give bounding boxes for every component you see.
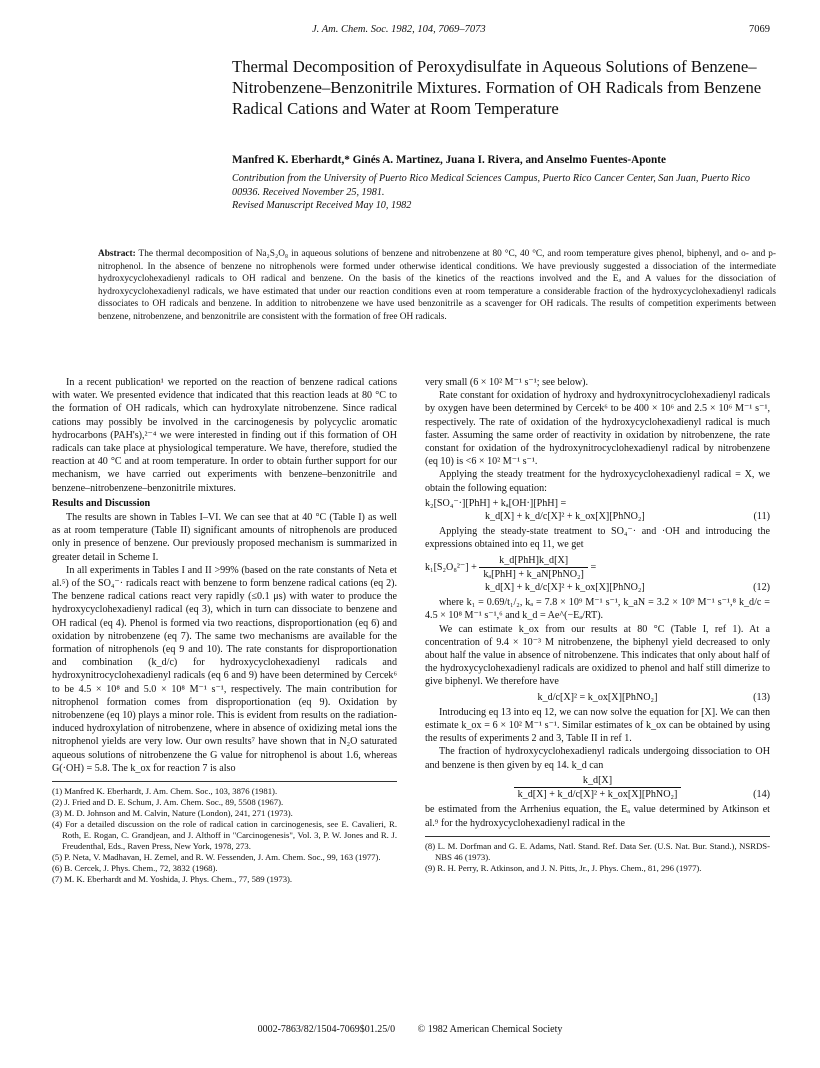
paragraph-continued: very small (6 × 10² M⁻¹ s⁻¹; see below). [425, 377, 589, 388]
article-title: Thermal Decomposition of Peroxydisulfate in Aqueous Solutions of Benzene–Nitrobenzene–Benzonitrile Mixtures. Formation of OH Radicals from Benzene Radical Cations and Water at Room Temperature [232, 57, 762, 118]
equation-11 [425, 497, 770, 523]
page-footer [0, 1024, 820, 1035]
equation-11-line2: k_d[X] + k_d/c[X]² + k_ox[X][PhNO₂] [485, 511, 645, 523]
right-references [425, 841, 770, 874]
footer-copyright: © 1982 American Chemical Society [417, 1024, 563, 1035]
equation-14-fraction [514, 774, 682, 801]
equation-13-number: (13) [753, 691, 770, 703]
equation-14-denominator: k_d[X] + k_d/c[X]² + k_ox[X][PhNO₂] [517, 789, 678, 801]
equation-12-equals: = [590, 561, 597, 573]
paragraph-constants: where k₁ = 0.69/t₁/₂, kₐ = 7.8 × 10⁹ M⁻¹ s⁻¹, k_aN = 3.2 × 10⁹ M⁻¹ s⁻¹,⁸ k_d/c = 4.5 × 10⁸ M⁻¹ s⁻¹,⁶ and k_d = Ae^(−Eₐ/RT). [425, 597, 770, 622]
footnote-divider [52, 781, 397, 782]
affiliation [232, 172, 777, 213]
reference-item: (4) For a detailed discussion on the role of radical cation in carcinogenesis, see E. Cavalieri, R. Roth, E. Rogan, C. Grandjean, and J. Althoff in "Carcinogenesis", Vol. 3, P. W. Jones and R. J. Freudenthal, Eds., Raven Press, New York, 1978, 273. [52, 819, 397, 852]
paragraph-results: The results are shown in Tables I–VI. We can see that at 40 °C (Table I) as well as at room temperature (Table II) significant amounts of nitrophenols are produced only in presence of benzene. Our previously proposed mechanism is summarized in greater detail in Scheme I. [52, 512, 397, 563]
equation-14-numerator: k_d[X] [514, 774, 682, 788]
paragraph-kox-estimate: We can estimate k_ox from our results at 80 °C (Table I, ref 1). At a concentration of 9.4 × 10⁻³ M nitrobenzene, the biphenyl yield decreased to only about half the value in absence of nitrobenzene. This indicates that only about half of the hydroxycyclohexadienyl radicals are oxidized to phenol and half still dimerize to give biphenyl. We therefore have [425, 623, 770, 688]
equation-12-number: (12) [753, 582, 770, 594]
abstract-text: The thermal decomposition of Na₂S₂O₈ in aqueous solutions of benzene and nitrobenzene at 80 °C, 40 °C, and room temperature gives phenol, biphenyl, and o- and p-nitrophenol. In the absence of benzene no nitrophenols were formed under otherwise identical conditions. We have previously suggested a dissociation of the intermediate hydroxycyclohexadienyl radicals to OH radical and benzene. On the basis of the kinetics of the reactions involved and the Eₐ and A values for the dissociation of hydroxycyclohexadienyl radicals, we have estimated that under our reaction conditions even at room temperature a considerable fraction of the hydroxycyclohexadienyl radicals dissociates to OH radicals and benzene. In addition to nitrobenzene we have used benzonitrile as a scavenger for OH radicals. The results of competition experiments between benzene, nitrobenzene, and benzonitrile are consistent with the formation of free OH radicals. [98, 249, 777, 322]
equation-11-number: (11) [753, 511, 770, 523]
revised-date: Revised Manuscript Received May 10, 1982 [232, 200, 412, 211]
reference-item: (1) Manfred K. Eberhardt, J. Am. Chem. Soc., 103, 3876 (1981). [52, 786, 278, 797]
paragraph-oxygen-rates: Rate constant for oxidation of hydroxy and hydroxynitrocyclohexadienyl radicals by oxygen have been determined by Cercek⁶ to be 400 × 10⁶ and 2.5 × 10⁶ M⁻¹ s⁻¹, respectively. The rate of oxidation of the hydroxycyclohexadienyl radical is much faster. Assuming the same order of reactivity in oxidation by nitrobenzene, the rate constant for oxidation of the hydroxynitrocyclohexadienyl radical by nitrobenzene (eq 10) is <6 × 10² M⁻¹ s⁻¹. [425, 390, 770, 468]
equation-12 [425, 554, 770, 595]
footnote-divider [425, 836, 770, 837]
paragraph-solve: Introducing eq 13 into eq 12, we can now solve the equation for [X]. We can then estimate k_ox = 6 × 10² M⁻¹ s⁻¹. Similar estimates of k_ox can be obtained by using the results of experiments 2 and 3, Table II in ref 1. [425, 706, 770, 745]
abstract-label: Abstract: [98, 249, 136, 259]
journal-citation: J. Am. Chem. Soc. 1982, 104, 7069–7073 [312, 24, 486, 35]
affiliation-text: Contribution from the University of Puerto Rico Medical Sciences Campus, Puerto Rico Cancer Center, San Juan, Puerto Rico 00936. Received November 25, 1981. [232, 173, 750, 198]
equation-13-body: k_d/c[X]² = k_ox[X][PhNO₂] [537, 691, 658, 703]
section-heading: Results and Discussion [52, 497, 151, 509]
equation-14-number: (14) [753, 789, 770, 801]
equation-12-line2: k_d[X] + k_d/c[X]² + k_ox[X][PhNO₂] [485, 582, 645, 594]
reference-item: (5) P. Neta, V. Madhavan, H. Zemel, and R. W. Fessenden, J. Am. Chem. Soc., 99, 163 (1977). [52, 852, 381, 863]
equation-11-line1: k₂[SO₄⁻·][PhH] + kₐ[OH·][PhH] = [425, 497, 567, 509]
paragraph-mechanism: In all experiments in Tables I and II >99% (based on the rate constants of Neta et al.⁵) of the SO₄⁻· radicals react with benzene to form benzene radical cations (eq 2). The benzene radical cations react very rapidly (≤0.1 μs) with water to produce the hydroxycyclohexadienyl radical (eq 3), which in turn can dissociate to benzene and OH radical (eq 4). Phenol is formed via two reactions, disproportionation (eq 6) and oxidation by nitrobenzene (eq 7). The same two mechanisms are available for the formation of nitrophenols (eq 9 and 10). The rate constants for disproportionation and combination (k_d/c) for hydroxycyclohexadienyl radicals and hydroxynitrocyclohexadienyl radicals (eq 6 and 9) have been determined by Cercek⁶ to be 4.5 × 10⁸ and 5.0 × 10⁸ M⁻¹ s⁻¹, respectively. The main contribution for nitrophenol formation comes from disproportionation (eq 9). Oxidation by nitrobenzene (eq 10) plays a minor role. This is evident from results on the radiation-induced hydroxylation of nitrobenzene, where in absence of oxidizing metal ions the nitrophenol yields are very low. Our own results⁷ have shown that in N₂O saturated aqueous solutions of nitrobenzene the G value for nitrophenol is about 1.6, whereas G(·OH) = 5.8. The k_ox for reaction 7 is also [52, 564, 397, 774]
reference-item: (8) L. M. Dorfman and G. E. Adams, Natl. Stand. Ref. Data Ser. (U.S. Nat. Bur. Stand.), NSRDS-NBS 46 (1973). [425, 840, 770, 862]
reference-item: (9) R. H. Perry, R. Atkinson, and J. N. Pitts, Jr., J. Phys. Chem., 81, 296 (1977). [425, 862, 702, 873]
reference-item: (7) M. K. Eberhardt and M. Yoshida, J. Phys. Chem., 77, 589 (1973). [52, 874, 293, 885]
equation-12-lhs: k₁[S₂O₈²⁻] + [425, 561, 477, 573]
paragraph-steady-state-so4: Applying the steady-state treatment to SO₄⁻· and ·OH and introducing the expressions obtained into eq 11, we get [425, 526, 770, 551]
paragraph-intro: In a recent publication¹ we reported on the reaction of benzene radical cations with water. We presented evidence that indicated that this reaction leads at 80 °C to the formation of OH radicals, which can hydroxylate nitrobenzene. Since radical cations may possibly be involved in the carcinogenesis by polycyclic aromatic hydrocarbons (PAH's),²⁻⁴ we were interested in finding out if this formation of OH radicals can take place at physiological temperature. We have, therefore, studied the reaction at 40 °C and at room temperature. In order to obtain further support for our mechanism, we have carried out experiments with benzene–benzonitrile and benzene–nitrobenzene–benzonitrile mixtures. [52, 377, 397, 494]
paragraph-fraction: The fraction of hydroxycyclohexadienyl radicals undergoing dissociation to OH and benzene is then given by eq 14. k_d can [425, 746, 770, 771]
footer-code: 0002-7863/82/1504-7069$01.25/0 [257, 1024, 396, 1035]
left-references [52, 786, 397, 885]
running-header [52, 24, 770, 38]
reference-item: (3) M. D. Johnson and M. Calvin, Nature (London), 241, 271 (1973). [52, 808, 293, 819]
paragraph-arrhenius: be estimated from the Arrhenius equation, the Eₐ value determined by Atkinson et al.⁹ for the hydroxycyclohexadienyl radical in the [425, 804, 770, 829]
left-column [52, 376, 397, 885]
reference-item: (2) J. Fried and D. E. Schum, J. Am. Chem. Soc., 89, 5508 (1967). [52, 797, 284, 808]
page-number: 7069 [749, 24, 770, 35]
paragraph-steady-state: Applying the steady treatment for the hydroxycyclohexadienyl radical = X, we obtain the following equation: [425, 469, 770, 494]
author-list: Manfred K. Eberhardt,* Ginés A. Martinez, Juana I. Rivera, and Anselmo Fuentes-Aponte [232, 154, 666, 166]
reference-item: (6) B. Cercek, J. Phys. Chem., 72, 3832 (1968). [52, 863, 218, 874]
equation-13 [425, 691, 770, 704]
abstract [98, 248, 776, 324]
equation-12-denominator: kₐ[PhH] + k_aN[PhNO₂] [483, 568, 584, 580]
equation-12-fraction [479, 554, 588, 581]
equation-14 [425, 774, 770, 801]
right-column [425, 376, 770, 874]
equation-12-numerator: k_d[PhH]k_d[X] [479, 554, 588, 568]
